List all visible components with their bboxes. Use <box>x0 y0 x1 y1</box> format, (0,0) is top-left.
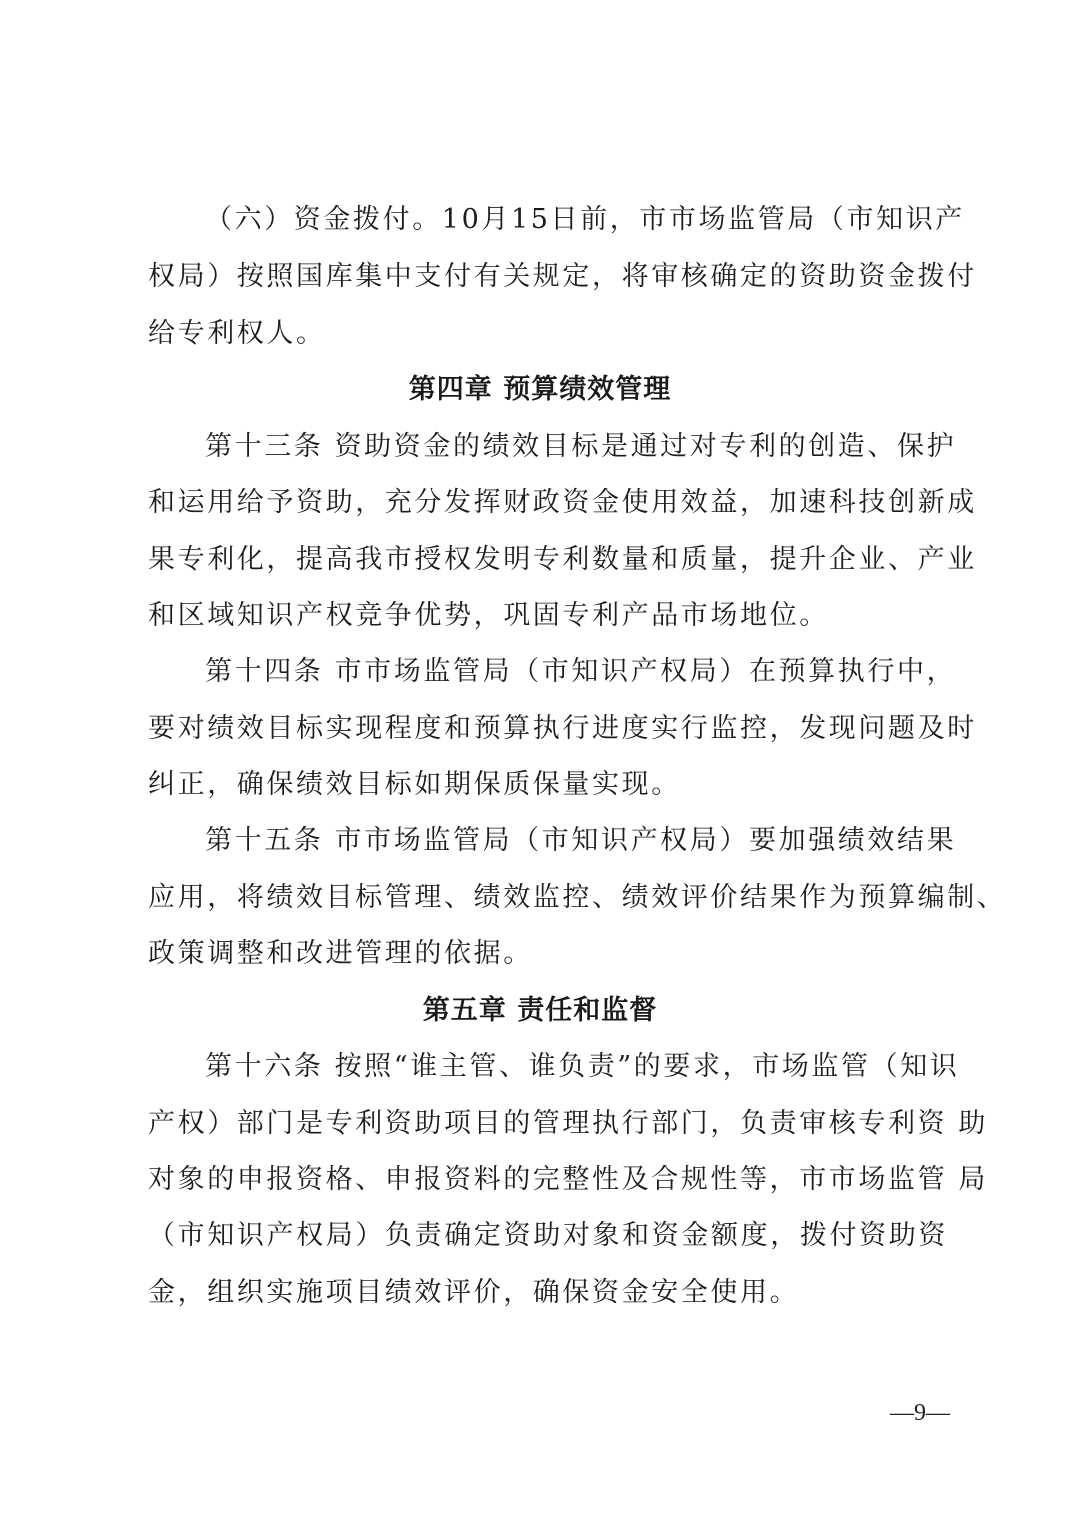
paragraph-line: 政策调整和改进管理的依据。 <box>148 938 533 969</box>
paragraph-line: 第十四条 市市场监管局（市知识产权局）在预算执行中， <box>205 656 957 687</box>
paragraph-line: 第十五条 市市场监管局（市知识产权局）要加强绩效结果 <box>205 825 957 856</box>
page-number: —9— <box>890 1400 950 1426</box>
paragraph-line: 果专利化，提高我市授权发明专利数量和质量，提升企业、产业 <box>148 544 977 575</box>
paragraph-line: 和运用给予资助，充分发挥财政资金使用效益，加速科技创新成 <box>148 487 977 518</box>
paragraph-line: 权局）按照国库集中支付有关规定，将审核确定的资助资金拨付 <box>148 261 977 292</box>
paragraph-line: 和区域知识产权竞争优势，巩固专利产品市场地位。 <box>148 600 829 631</box>
paragraph-line: 给专利权人。 <box>148 318 326 349</box>
paragraph-line: 金，组织实施项目绩效评价，确保资金安全使用。 <box>148 1277 800 1308</box>
paragraph-line: （六）资金拨付。10月15日前，市市场监管局（市知识产 <box>205 204 965 235</box>
paragraph-line: 第十三条 资助资金的绩效目标是通过对专利的创造、保护 <box>205 431 957 462</box>
paragraph-line: 应用，将绩效目标管理、绩效监控、绩效评价结果作为预算编制、 <box>148 882 1007 913</box>
paragraph-line: 第十六条 按照“谁主管、谁负责”的要求，市场监管（知识 <box>205 1051 960 1082</box>
chapter-four-heading: 第四章 预算绩效管理 <box>408 374 672 405</box>
paragraph-line: 要对绩效目标实现程度和预算执行进度实行监控，发现问题及时 <box>148 713 977 744</box>
paragraph-line: 对象的申报资格、申报资料的完整性及合规性等，市市场监管 局 <box>148 1164 988 1195</box>
chapter-five-heading: 第五章 责任和监督 <box>422 995 658 1026</box>
paragraph-line: 产权）部门是专利资助项目的管理执行部门，负责审核专利资 助 <box>148 1108 988 1139</box>
paragraph-line: 纠正，确保绩效目标如期保质保量实现。 <box>148 769 681 800</box>
paragraph-line: （市知识产权局）负责确定资助对象和资金额度，拨付资助资 <box>148 1220 948 1251</box>
